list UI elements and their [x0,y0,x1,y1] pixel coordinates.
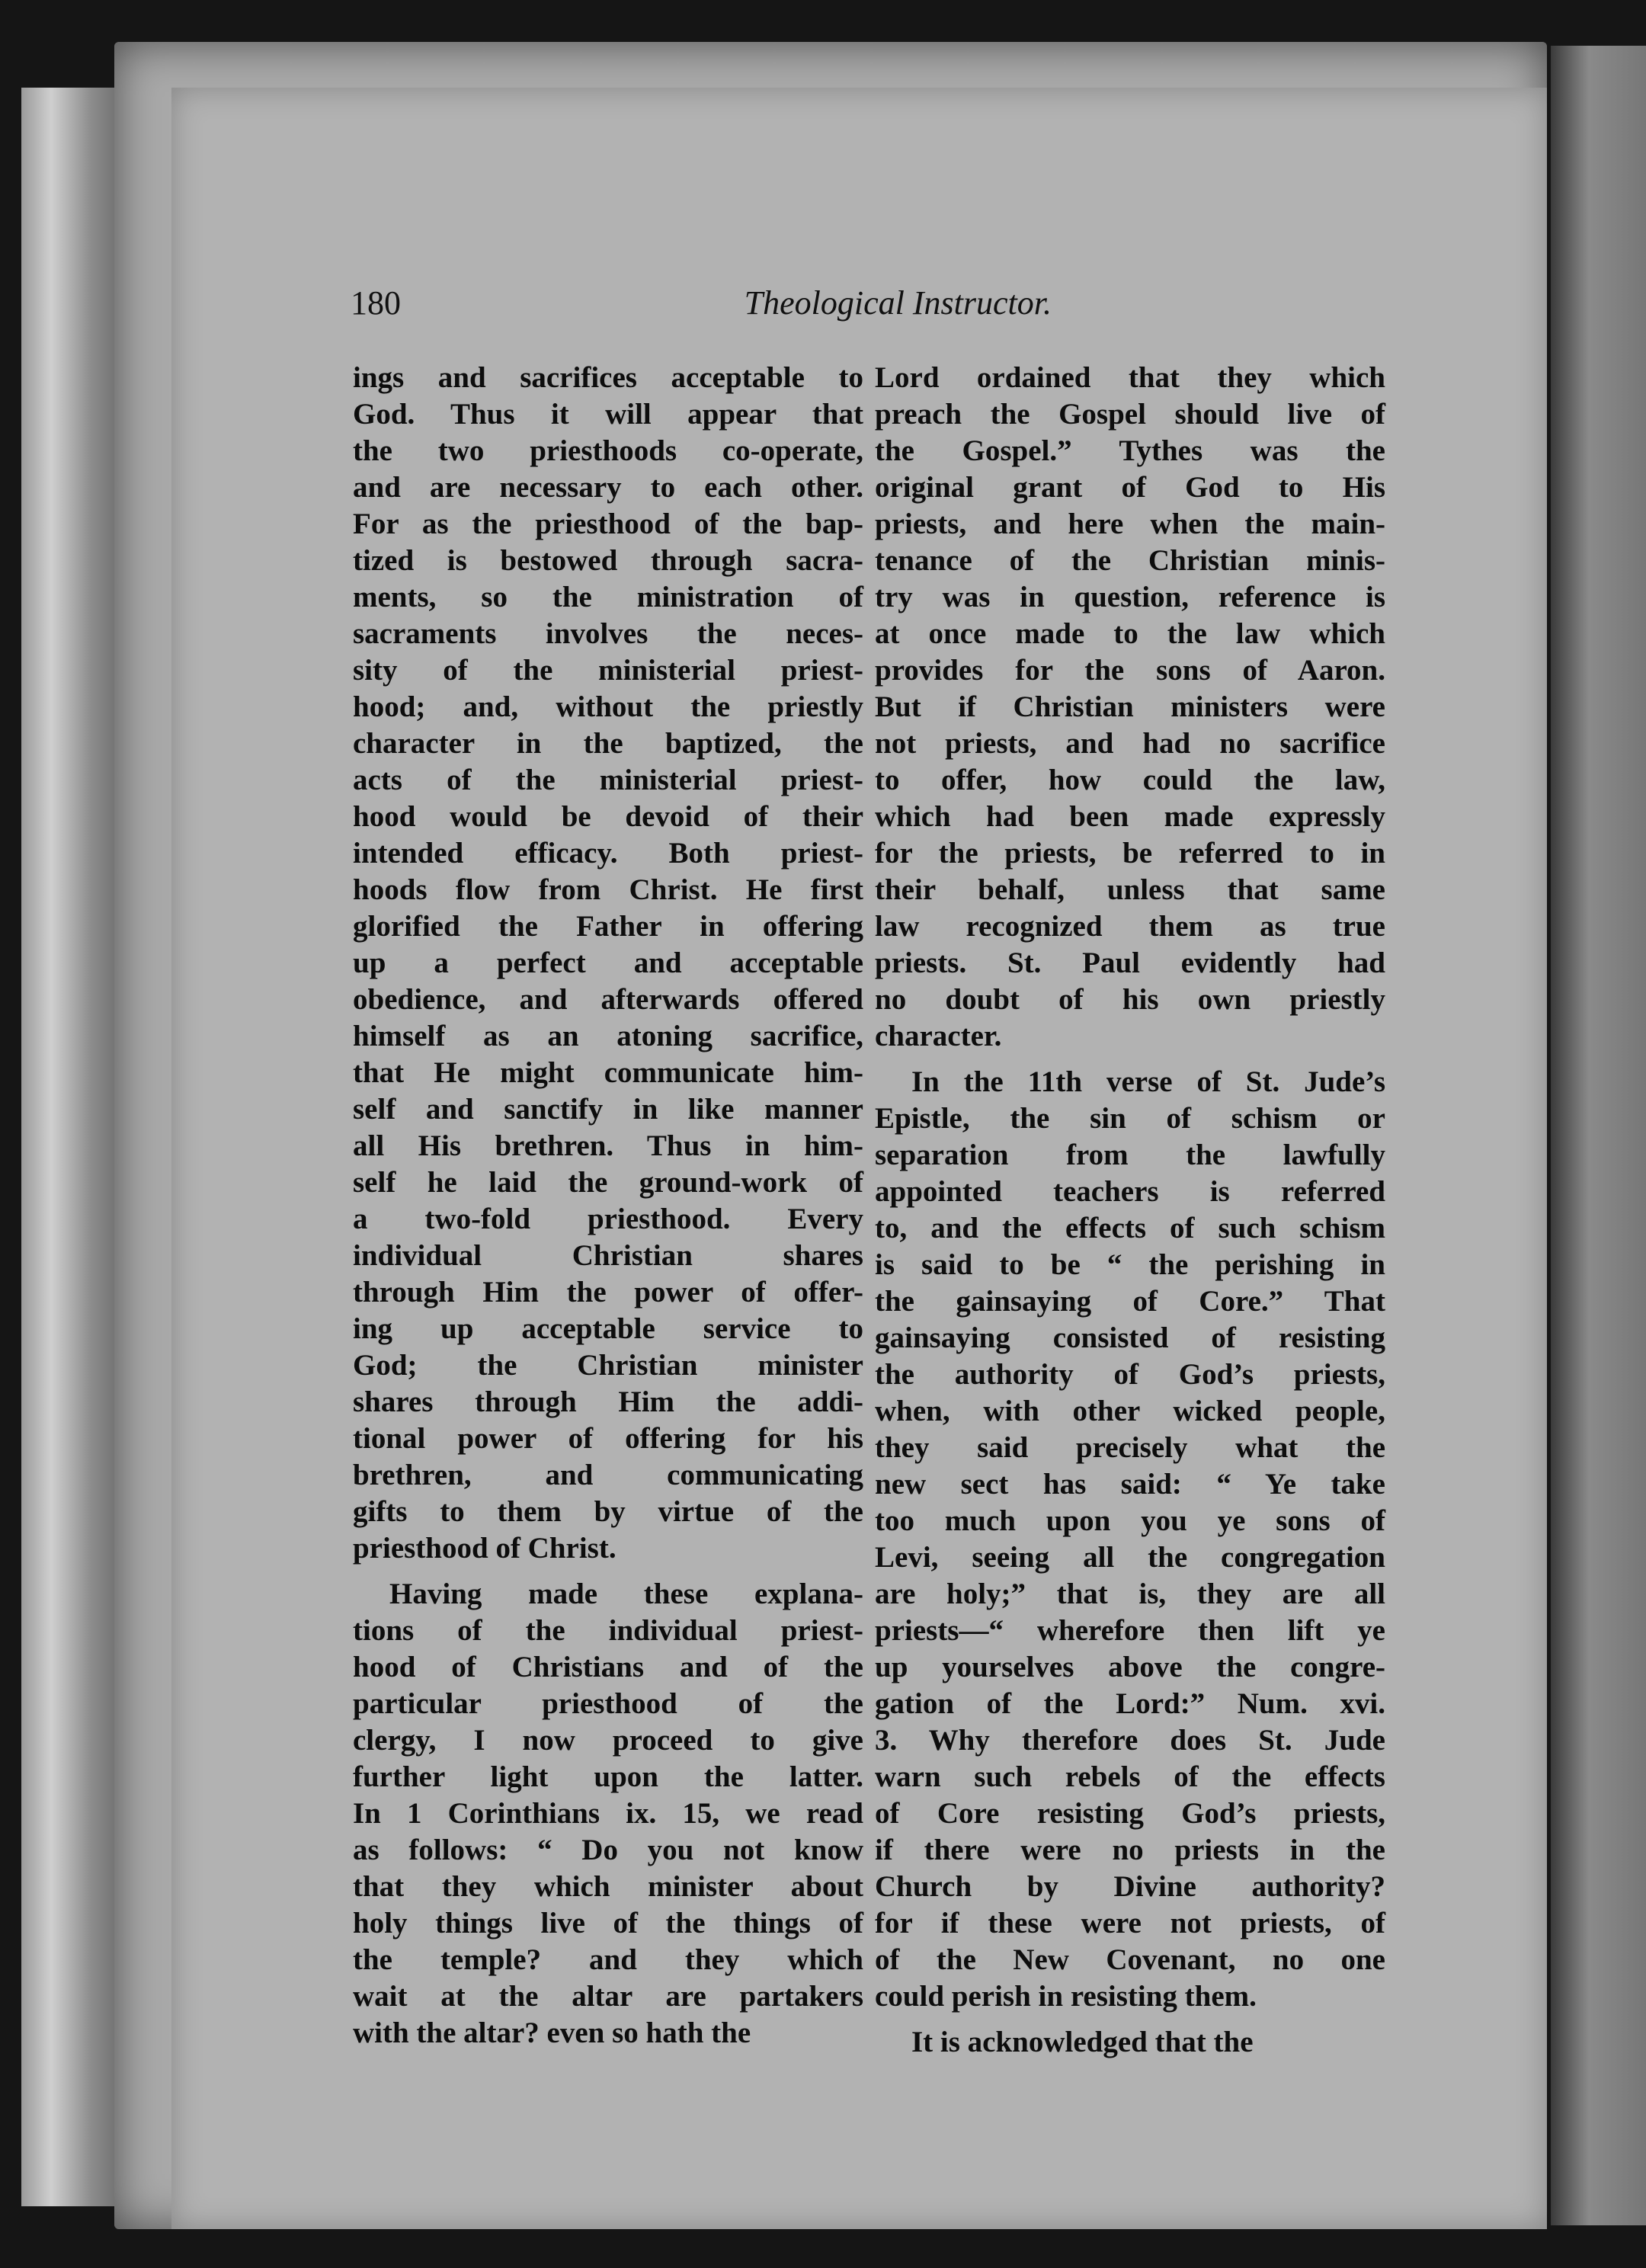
text-line: new sect has said: “ Ye take [875,1468,1385,1501]
text-line: separation from the lawfully [875,1139,1385,1171]
paragraph-gap [875,2015,1385,2024]
text-line: particular priesthood of the [353,1687,863,1720]
text-line: self and sanctify in like manner [353,1093,863,1126]
text-line: are holy;” that is, they are all [875,1578,1385,1610]
text-line: for the priests, be referred to in [875,837,1385,870]
text-line: In the 11th verse of St. Jude’s [911,1065,1385,1098]
text-line: God; the Christian minister [353,1349,863,1382]
text-line: individual Christian shares [353,1239,863,1272]
text-line: tional power of offering for his [353,1422,863,1455]
text-line: to offer, how could the law, [875,764,1385,796]
text-line: the authority of God’s priests, [875,1358,1385,1391]
text-line: gifts to them by virtue of the [353,1495,863,1528]
text-line: through Him the power of offer- [353,1276,863,1309]
text-line: Levi, seeing all the congregation [875,1541,1385,1574]
text-line: and are necessary to each other. [353,471,863,504]
text-line: ments, so the ministration of [353,581,863,613]
text-line: is said to be “ the perishing in [875,1248,1385,1281]
text-line: up yourselves above the congre- [875,1651,1385,1683]
text-line: For as the priesthood of the bap- [353,508,863,540]
text-line: acts of the ministerial priest- [353,764,863,796]
book-edge-left [21,88,120,2206]
text-line: they said precisely what the [875,1431,1385,1464]
text-line: character. [875,1020,1002,1052]
page-header [351,284,1052,337]
text-line: at once made to the law which [875,617,1385,650]
text-line: glorified the Father in offering [353,910,863,943]
paragraph [875,360,1385,1055]
text-line: shares through Him the addi- [353,1385,863,1418]
paragraph [353,1576,863,2052]
text-line: appointed teachers is referred [875,1175,1385,1208]
text-line: that they which minister about [353,1870,863,1903]
paragraph [875,1064,1385,2015]
text-line: further light upon the latter. [353,1760,863,1793]
text-line: But if Christian ministers were [875,690,1385,723]
text-line: if there were no priests in the [875,1834,1385,1866]
text-line: priests—“ wherefore then lift ye [875,1614,1385,1647]
text-line: hoods flow from Christ. He first [353,873,863,906]
text-line: original grant of God to His [875,471,1385,504]
text-line: that He might communicate him- [353,1056,863,1089]
text-line: God. Thus it will appear that [353,398,863,431]
text-line: priesthood of Christ. [353,1532,616,1565]
text-line: hood would be devoid of their [353,800,863,833]
text-line: tenance of the Christian minis- [875,544,1385,577]
text-line: ings and sacrifices acceptable to [353,361,863,394]
text-line: ing up acceptable service to [353,1312,863,1345]
text-line: their behalf, unless that same [875,873,1385,906]
text-line: Having made these explana- [389,1578,863,1610]
text-line: priests, and here when the main- [875,508,1385,540]
text-line: It is acknowledged that the [911,2026,1254,2058]
text-line: holy things live of the things of [353,1907,863,1940]
text-line: sity of the ministerial priest- [353,654,863,687]
text-line: tions of the individual priest- [353,1614,863,1647]
text-line: priests. St. Paul evidently had [875,947,1385,979]
text-line: In 1 Corinthians ix. 15, we read [353,1797,863,1830]
text-line: Lord ordained that they which [875,361,1385,394]
text-line: with the altar? even so hath the [353,2017,751,2049]
text-line: the gainsaying of Core.” That [875,1285,1385,1318]
text-line: warn such rebels of the effects [875,1760,1385,1793]
text-line: clergy, I now proceed to give [353,1724,863,1757]
text-line: all His brethren. Thus in him- [353,1129,863,1162]
text-line: gainsaying consisted of resisting [875,1321,1385,1354]
text-line: hood; and, without the priestly [353,690,863,723]
text-line: to, and the effects of such schism [875,1212,1385,1245]
left-column [353,360,863,2052]
text-line: obedience, and afterwards offered [353,983,863,1016]
text-line: sacraments involves the neces- [353,617,863,650]
paragraph [353,360,863,1567]
book-edge-right [1551,46,1646,2225]
text-line: character in the baptized, the [353,727,863,760]
text-line: of the New Covenant, no one [875,1943,1385,1976]
text-line: too much upon you ye sons of [875,1504,1385,1537]
text-line: gation of the Lord:” Num. xvi. [875,1687,1385,1720]
text-line: Epistle, the sin of schism or [875,1102,1385,1135]
text-line: no doubt of his own priestly [875,983,1385,1016]
text-line: preach the Gospel should live of [875,398,1385,431]
text-line: a two-fold priesthood. Every [353,1203,863,1235]
text-line: the temple? and they which [353,1943,863,1976]
text-line: which had been made expressly [875,800,1385,833]
paragraph-gap [875,1055,1385,1064]
text-line: law recognized them as true [875,910,1385,943]
text-line: up a perfect and acceptable [353,947,863,979]
text-line: not priests, and had no sacrifice [875,727,1385,760]
text-line: intended efficacy. Both priest- [353,837,863,870]
text-line: wait at the altar are partakers [353,1980,863,2013]
text-line: try was in question, reference is [875,581,1385,613]
page-number: 180 [351,284,401,322]
text-line: self he laid the ground-work of [353,1166,863,1199]
text-line: tized is bestowed through sacra- [353,544,863,577]
paragraph [875,2024,1385,2061]
running-title: Theological Instructor. [744,284,1052,322]
text-line: of Core resisting God’s priests, [875,1797,1385,1830]
paragraph-gap [353,1567,863,1576]
text-line: when, with other wicked people, [875,1395,1385,1427]
text-line: provides for the sons of Aaron. [875,654,1385,687]
text-line: as follows: “ Do you not know [353,1834,863,1866]
text-line: could perish in resisting them. [875,1980,1257,2013]
right-column [875,360,1385,2061]
text-line: brethren, and communicating [353,1459,863,1491]
text-line: the two priesthoods co-operate, [353,434,863,467]
text-line: 3. Why therefore does St. Jude [875,1724,1385,1757]
text-line: himself as an atoning sacrifice, [353,1020,863,1052]
text-line: Church by Divine authority? [875,1870,1385,1903]
text-line: the Gospel.” Tythes was the [875,434,1385,467]
text-line: hood of Christians and of the [353,1651,863,1683]
text-line: for if these were not priests, of [875,1907,1385,1940]
